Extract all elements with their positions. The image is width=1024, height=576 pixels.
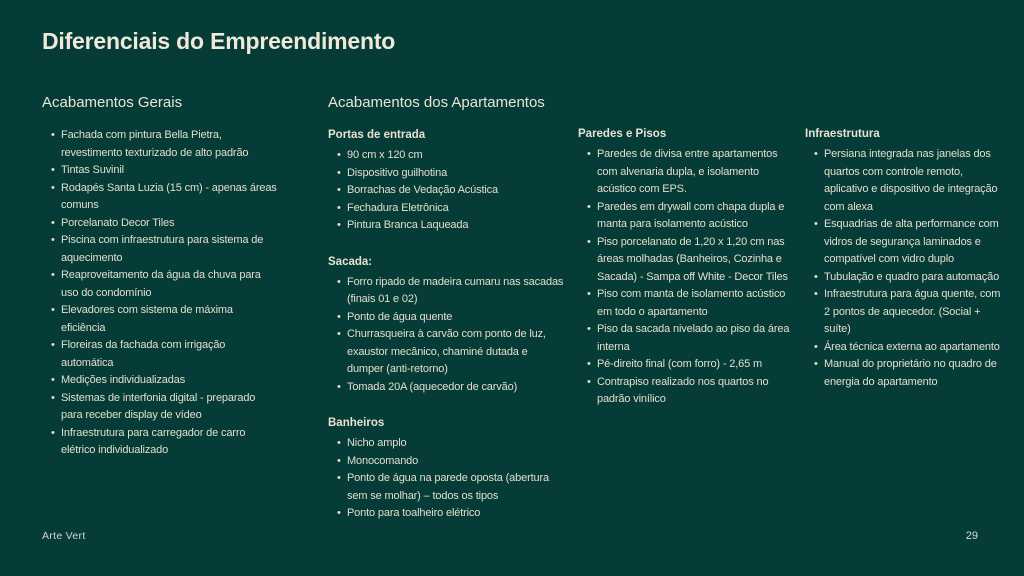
bullet-item: • Tomada 20A (aquecedor de carvão) [337, 379, 565, 397]
bullet-item: • Ponto de água quente [337, 309, 565, 327]
bullet-item: • Tintas Suvinil [51, 162, 279, 180]
bullet-item: • Tubulação e quadro para automação [814, 269, 1008, 287]
bullet-item: • Floreiras da fachada com irrigação automática [51, 337, 279, 372]
bullet-item: • Forro ripado de madeira cumaru nas sacadas (finais 01 e 02) [337, 274, 565, 309]
section-heading: Portas de entrada [328, 129, 426, 141]
bullet-item: • Dispositivo guilhotina [337, 165, 565, 183]
section-heading: Infraestrutura [805, 128, 880, 140]
section [42, 127, 279, 460]
column-acabamentos-apartamentos [328, 94, 565, 523]
bullet-list [42, 127, 279, 460]
bullet-item: • Rodapés Santa Luzia (15 cm) - apenas áreas comuns [51, 180, 279, 215]
bullet-item: • Fachada com pintura Bella Pietra, revestimento texturizado de alto padrão [51, 127, 279, 162]
section-heading: Sacada: [328, 255, 373, 268]
bullet-list [578, 146, 794, 409]
column-paredes-pisos [578, 126, 794, 409]
footer-brand: Arte Vert [42, 530, 86, 542]
section-heading: Banheiros [328, 417, 385, 429]
bullet-item: • Ponto de água na parede oposta (abertura sem se molhar) – todos os tipos [337, 470, 565, 505]
bullet-item: • Monocomando [337, 453, 565, 471]
bullet-list [328, 435, 565, 523]
section-heading: Paredes e Pisos [578, 128, 667, 140]
bullet-item: • Reaproveitamento da água da chuva para uso do condomínio [51, 267, 279, 302]
bullet-item: • Manual do proprietário no quadro de energia do apartamento [814, 356, 1008, 391]
bullet-item: • Elevadores com sistema de máxima eficiência [51, 302, 279, 337]
bullet-item: • Churrasqueira à carvão com ponto de luz, exaustor mecânico, chaminé dutada e dumper (anti-retorno) [337, 326, 565, 379]
bullet-item: • Fechadura Eletrônica [337, 200, 565, 218]
bullet-item: • Área técnica externa ao apartamento [814, 339, 1008, 357]
section [578, 126, 794, 409]
bullet-item: • Contrapiso realizado nos quartos no padrão vinílico [587, 374, 794, 409]
bullet-item: • Persiana integrada nas janelas dos quartos com controle remoto, aplicativo e dispositivo de integração com alexa [814, 146, 1008, 216]
bullet-item: • Borrachas de Vedação Acústica [337, 182, 565, 200]
bullet-item: • Porcelanato Decor Tiles [51, 215, 279, 233]
bullet-item: • Paredes de divisa entre apartamentos com alvenaria dupla, e isolamento acústico com EPS. [587, 146, 794, 199]
column-header: Acabamentos dos Apartamentos [328, 94, 545, 111]
bullet-item: • Pé-direito final (com forro) - 2,65 m [587, 356, 794, 374]
bullet-item: • 90 cm x 120 cm [337, 147, 565, 165]
column-infraestrutura [805, 126, 1008, 391]
bullet-list [805, 146, 1008, 391]
bullet-list [328, 274, 565, 397]
bullet-item: • Piso porcelanato de 1,20 x 1,20 cm nas áreas molhadas (Banheiros, Cozinha e Sacada) - Sampa off White - Decor Tiles [587, 234, 794, 287]
bullet-list [328, 147, 565, 235]
page-number: 29 [965, 530, 978, 542]
column-header: Acabamentos Gerais [42, 94, 183, 111]
bullet-item: • Piso da sacada nivelado ao piso da área interna [587, 321, 794, 356]
bullet-item: • Piscina com infraestrutura para sistema de aquecimento [51, 232, 279, 267]
bullet-item: • Infraestrutura para carregador de carro elétrico individualizado [51, 425, 279, 460]
section [328, 254, 565, 397]
section [328, 415, 565, 523]
section [328, 127, 565, 235]
page-title: Diferenciais do Empreendimento [42, 28, 396, 54]
bullet-item: • Esquadrias de alta performance com vidros de segurança laminados e compatível com vidro duplo [814, 216, 1008, 269]
section [805, 126, 1008, 391]
bullet-item: • Ponto para toalheiro elétrico [337, 505, 565, 523]
bullet-item: • Sistemas de interfonia digital - preparado para receber display de vídeo [51, 390, 279, 425]
bullet-item: • Paredes em drywall com chapa dupla e manta para isolamento acústico [587, 199, 794, 234]
bullet-item: • Pintura Branca Laqueada [337, 217, 565, 235]
bullet-item: • Nicho amplo [337, 435, 565, 453]
bullet-item: • Piso com manta de isolamento acústico em todo o apartamento [587, 286, 794, 321]
bullet-item: • Medições individualizadas [51, 372, 279, 390]
column-acabamentos-gerais [42, 94, 279, 460]
bullet-item: • Infraestrutura para água quente, com 2 pontos de aquecedor. (Social + suíte) [814, 286, 1008, 339]
